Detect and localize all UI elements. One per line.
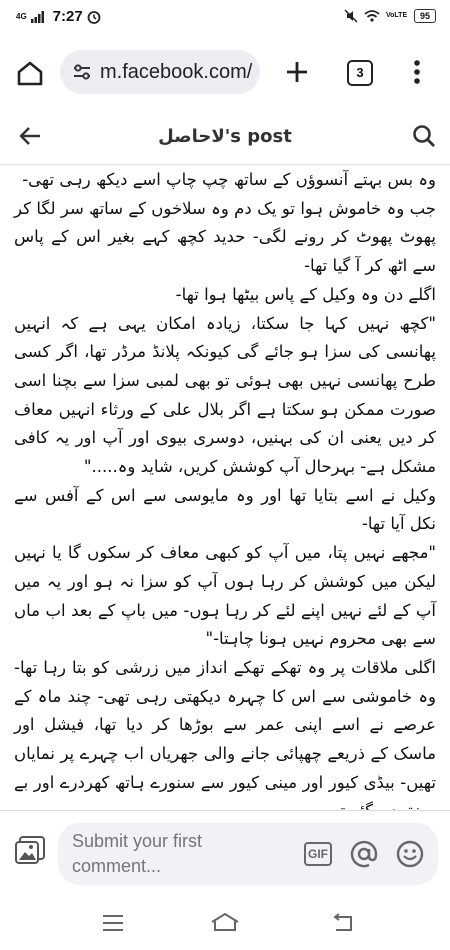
status-left [16, 8, 101, 25]
story-paragraph: اگلی ملاقات پر وہ تھکے تھکے انداز میں زرشی کو بتا رہا تھا- وہ خاموشی سے اس کا چہرہ دیکھتی رہی تھی- چند ماہ کے عرصے نے اسے اپنی عمر سے بوڑھا کر دیا تھا، فیشل اور ماسک کے ذریعے چھپائی جانے والی جھریاں اب چہرے پر نمایاں تھیں- بیڈی کیور اور مینی کیور سے سنورے ہاتھ کھردرے اور بے [14, 657, 436, 792]
post-header [0, 112, 450, 165]
mention-button[interactable] [350, 840, 378, 868]
smiley-icon [396, 840, 424, 868]
network-type: 4G [16, 12, 27, 21]
new-tab-button[interactable] [285, 60, 309, 84]
status-bar [0, 0, 450, 34]
add-photo-button[interactable] [14, 835, 46, 865]
story-paragraph: "کچھ نہیں کہا جا سکتا، زیادہ امکان یہی ہے کہ انہیں پھانسی کی سزا ہو جائے گی کیونکہ پلانڈ مرڈر تھا، اگر کسی طرح پھانسی نہیں بھی ہوئی تو بھی لمبی سزا سے بچنا اسی صورت ممکن ہو سکتا ہے اگر بلال علی کے ورثاء انہیں معاف کر دیں یعنی ان کی بہنیں، دوسری بیوی اور آپ اور یہ کافی مشکل ہے- بہرحال آپ کوشش کریں، شاید وہ....." [14, 313, 436, 477]
mute-icon [344, 9, 358, 23]
more-vert-icon [413, 59, 421, 85]
battery-indicator: 95 [414, 9, 436, 23]
tab-switcher-button[interactable]: 3 [347, 60, 373, 86]
system-back-button[interactable] [330, 914, 354, 932]
search-button[interactable] [412, 124, 436, 148]
at-sign-icon [350, 840, 378, 868]
comment-input[interactable] [72, 829, 272, 881]
signal-icon [31, 11, 45, 23]
browser-toolbar [0, 40, 450, 104]
url-text: m.facebook.com/ [100, 60, 253, 83]
home-icon [16, 60, 44, 86]
alarm-icon [87, 10, 101, 24]
recent-apps-button[interactable] [102, 914, 124, 932]
system-home-button[interactable] [210, 912, 240, 932]
home-button[interactable] [16, 60, 44, 86]
page-title: لاحاصل's post [158, 126, 292, 147]
back-arrow-icon [330, 914, 354, 932]
photo-icon [14, 835, 46, 865]
volte-indicator: VoLTE [385, 12, 408, 19]
system-nav-bar [0, 898, 450, 950]
search-icon [412, 124, 436, 148]
home-outline-icon [210, 912, 240, 932]
post-body [14, 166, 436, 808]
clock: 7:27 [52, 8, 83, 25]
wifi-icon [364, 10, 380, 22]
story-paragraph: وکیل نے اسے بتایا تھا اور وہ مایوسی سے اس کے آفس سے نکل آیا تھا- [14, 485, 436, 534]
status-right [344, 9, 436, 23]
story-paragraph: جب وہ خاموش ہوا تو یک دم وہ سلاخوں کے ساتھ سر لگا کر پھوٹ پھوٹ کر رونے لگی- حدید کچھ کہے بغیر اس کے پاس سے اٹھ کر آ گیا تھا- [14, 198, 436, 276]
gif-button[interactable]: GIF [304, 842, 332, 866]
menu-lines-icon [102, 914, 124, 932]
story-paragraph: "مجھے نہیں پتا، میں آپ کو کبھی معاف کر سکوں گا یا نہیں لیکن میں کوشش کر رہا ہوں آپ کو سزا نہ ہو اور یہ میں آپ کے لئے نہیں اپنے لئے کر رہا ہوں- میں باپ کے بعد اب ماں سے بھی محروم نہیں ہونا چاہتا-" [14, 543, 436, 649]
comment-bar [0, 810, 450, 891]
story-paragraph: وہ بس بہتے آنسوؤں کے ساتھ چپ چاپ اسے دیکھ رہی تھی- [22, 170, 436, 189]
site-settings-icon[interactable] [72, 63, 92, 81]
address-bar[interactable] [60, 50, 260, 94]
emoji-button[interactable] [396, 840, 424, 868]
comment-box[interactable] [58, 823, 438, 885]
plus-icon [285, 60, 309, 84]
story-paragraph: اگلے دن وہ وکیل کے پاس بیٹھا ہوا تھا- [175, 284, 436, 304]
browser-menu-button[interactable] [413, 59, 421, 85]
